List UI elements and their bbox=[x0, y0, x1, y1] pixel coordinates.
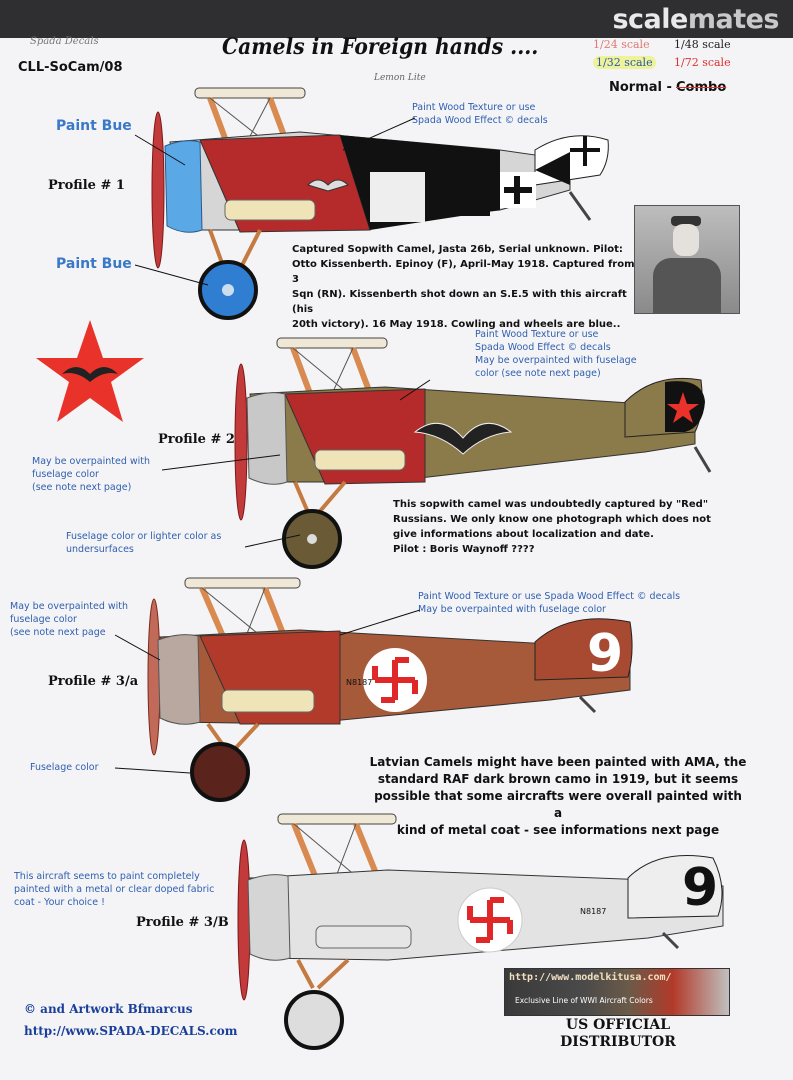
pilot-photo bbox=[634, 205, 740, 314]
red-star-bat-emblem bbox=[32, 318, 148, 428]
top-wing bbox=[277, 338, 387, 348]
sheet-title: Camels in Foreign hands .... bbox=[222, 34, 539, 60]
type-normal: Normal - bbox=[609, 80, 672, 95]
profile-3b-serial: N8187 bbox=[580, 907, 607, 916]
grey-cowling bbox=[248, 875, 290, 961]
scale-1-32: 1/32 scale bbox=[593, 56, 656, 69]
top-wing bbox=[195, 88, 305, 98]
scale-1-72: 1/72 scale bbox=[674, 56, 731, 69]
paint-blue-wheel-label: Paint Bue bbox=[56, 256, 132, 272]
propeller bbox=[238, 840, 250, 1000]
distributor-banner[interactable] bbox=[504, 968, 730, 1016]
paint-blue-cowling-label: Paint Bue bbox=[56, 118, 132, 134]
distributor-url: http://www.modelkitusa.com/ bbox=[509, 972, 672, 983]
distributor-label: US OFFICIAL DISTRIBUTOR bbox=[560, 1017, 676, 1050]
lower-wing bbox=[225, 200, 315, 220]
distributor-tagline: Exclusive Line of WWI Aircraft Colors bbox=[515, 996, 653, 1005]
profile-2-under-note: Fuselage color or lighter color as undersurfaces bbox=[66, 531, 222, 555]
profile-3a-label: Profile # 3/a bbox=[48, 674, 139, 689]
profile-1-wood-note: Paint Wood Texture or use Spada Wood Effect © decals bbox=[412, 102, 548, 126]
brand-mark: Spada Decals bbox=[30, 36, 99, 47]
sheet-subtitle: Lemon Lite bbox=[374, 73, 426, 83]
tail-fin bbox=[535, 136, 608, 185]
footer bbox=[24, 998, 237, 1042]
profile-3a-wheel-note: Fuselage color bbox=[30, 762, 99, 773]
site-header bbox=[0, 0, 793, 38]
scalemates-logo[interactable]: scalemates bbox=[612, 4, 779, 35]
sheet-reference: CLL-SoCam/08 bbox=[18, 60, 123, 75]
profile-3a-number: 9 bbox=[587, 624, 624, 684]
profile-3a-wood-note: Paint Wood Texture or use Spada Wood Effect © decals May be overpainted with fuselage color bbox=[418, 591, 681, 615]
profile-2-wood-note: Paint Wood Texture or use Spada Wood Effect © decals May be overpainted with fuselage color (see note next page) bbox=[475, 329, 637, 379]
profile-3a-left-note: May be overpainted with fuselage color (see note next page bbox=[10, 601, 129, 638]
scale-1-48: 1/48 scale bbox=[674, 38, 731, 51]
type-combo: Combo bbox=[676, 80, 727, 95]
scale-1-24: 1/24 scale bbox=[593, 38, 650, 51]
profile-1-label: Profile # 1 bbox=[48, 178, 125, 193]
metal-wheel bbox=[286, 992, 342, 1048]
profile-2-caption: This sopwith camel was undoubtedly captured by "Red" Russians. We only know one photograph which does not give informations about localization and date. Pilot : Boris Waynoff ???? bbox=[393, 499, 711, 555]
spada-url-link[interactable]: http://www.SPADA-DECALS.com bbox=[24, 1024, 238, 1038]
profile-1-caption: Captured Sopwith Camel, Jasta 26b, Serial unknown. Pilot: Otto Kissenberth. Epinoy (F), April-May 1918. Captured from 3 Sqn (RN). Kissenberth shot down an S.E.5 with this aircraft (his 20th victory). 16 May 1918. Cowling and wheels are blue.. bbox=[292, 244, 635, 330]
leader-lines-1 bbox=[130, 130, 220, 290]
copyright-text: © and Artwork Bfmarcus bbox=[24, 1002, 193, 1016]
leader-line-1b bbox=[340, 115, 420, 155]
profile-3a-serial: N8187 bbox=[346, 678, 373, 687]
profile-2-left-note: May be overpainted with fuselage color (see note next page) bbox=[32, 456, 151, 493]
latvian-note: Latvian Camels might have been painted with AMA, the standard RAF dark brown camo in 1919, but it seems possible that some aircrafts were overall painted with a kind of metal coat - see informations next page bbox=[369, 755, 747, 837]
top-wing bbox=[278, 814, 396, 824]
profile-3b-note: This aircraft seems to paint completely painted with a metal or clear doped fabric coat - Your choice ! bbox=[14, 871, 215, 908]
top-wing bbox=[185, 578, 300, 588]
profile-2-label: Profile # 2 bbox=[158, 432, 235, 447]
lower-wing bbox=[316, 926, 411, 948]
profile-3b-number: 9 bbox=[682, 858, 719, 918]
profile-3b-label: Profile # 3/B bbox=[136, 915, 229, 930]
